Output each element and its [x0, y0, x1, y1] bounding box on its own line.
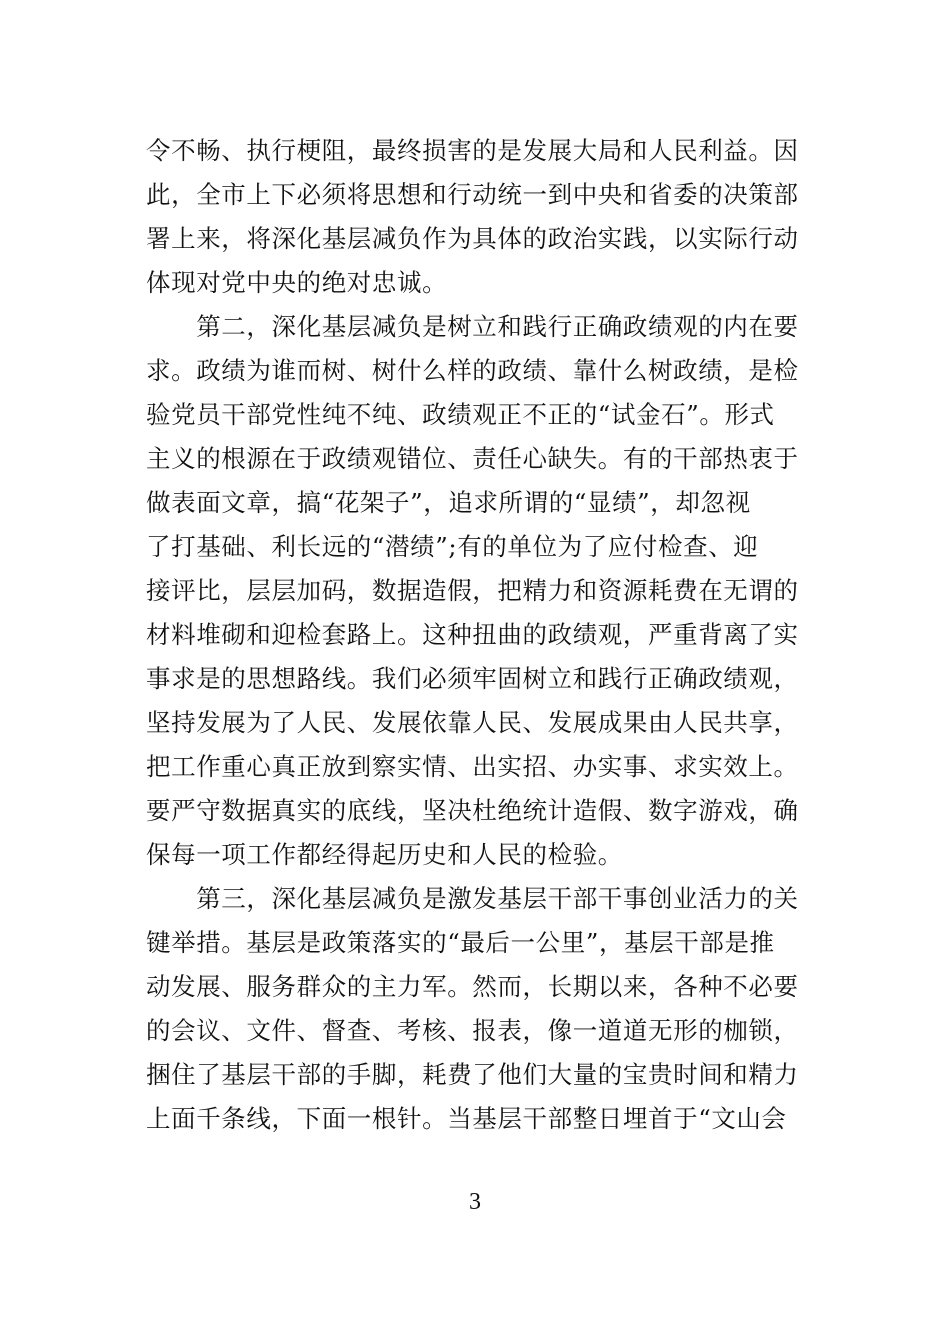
text-line: 动发展、服务群众的主力军。然而，长期以来，各种不必要	[146, 972, 799, 1001]
text-line: 验党员干部党性纯不纯、政绩观正不正的“试金石”。形式	[146, 400, 775, 429]
text-line: 上面千条线，下面一根针。当基层干部整日埋首于“文山会	[146, 1104, 787, 1133]
text-line: 主义的根源在于政绩观错位、责任心缺失。有的干部热衷于	[146, 444, 799, 473]
text-line: 署上来，将深化基层减负作为具体的政治实践，以实际行动	[146, 224, 799, 253]
text-line: 求。政绩为谁而树、树什么样的政绩、靠什么树政绩，是检	[146, 356, 799, 385]
text-line: 键举措。基层是政策落实的“最后一公里”，基层干部是推	[146, 928, 775, 957]
text-line: 要严守数据真实的底线，坚决杜绝统计造假、数字游戏，确	[146, 796, 799, 825]
text-line: 令不畅、执行梗阻，最终损害的是发展大局和人民利益。因	[146, 136, 799, 165]
text-line: 捆住了基层干部的手脚，耗费了他们大量的宝贵时间和精力	[146, 1060, 799, 1089]
paragraph-start-line: 第三，深化基层减负是激发基层干部干事创业活力的关	[146, 884, 799, 913]
text-line: 的会议、文件、督查、考核、报表，像一道道无形的枷锁，	[146, 1016, 799, 1045]
page-number: 3	[469, 1189, 481, 1215]
text-line: 保每一项工作都经得起历史和人民的检验。	[146, 840, 623, 869]
paragraph-start-line: 第二，深化基层减负是树立和践行正确政绩观的内在要	[146, 312, 799, 341]
text-line: 体现对党中央的绝对忠诚。	[146, 268, 448, 297]
text-line: 坚持发展为了人民、发展依靠人民、发展成果由人民共享，	[146, 708, 799, 737]
text-line: 做表面文章，搞“花架子”，追求所谓的“显绩”，却忽视	[146, 488, 751, 517]
text-line: 事求是的思想路线。我们必须牢固树立和践行正确政绩观，	[146, 664, 799, 693]
text-line: 材料堆砌和迎检套路上。这种扭曲的政绩观，严重背离了实	[146, 620, 799, 649]
text-line: 了打基础、利长远的“潜绩”;有的单位为了应付检查、迎	[146, 532, 759, 561]
body-text	[146, 129, 810, 1141]
text-line: 此，全市上下必须将思想和行动统一到中央和省委的决策部	[146, 180, 799, 209]
text-line: 接评比，层层加码，数据造假，把精力和资源耗费在无谓的	[146, 576, 799, 605]
text-line: 把工作重心真正放到察实情、出实招、办实事、求实效上。	[146, 752, 799, 781]
